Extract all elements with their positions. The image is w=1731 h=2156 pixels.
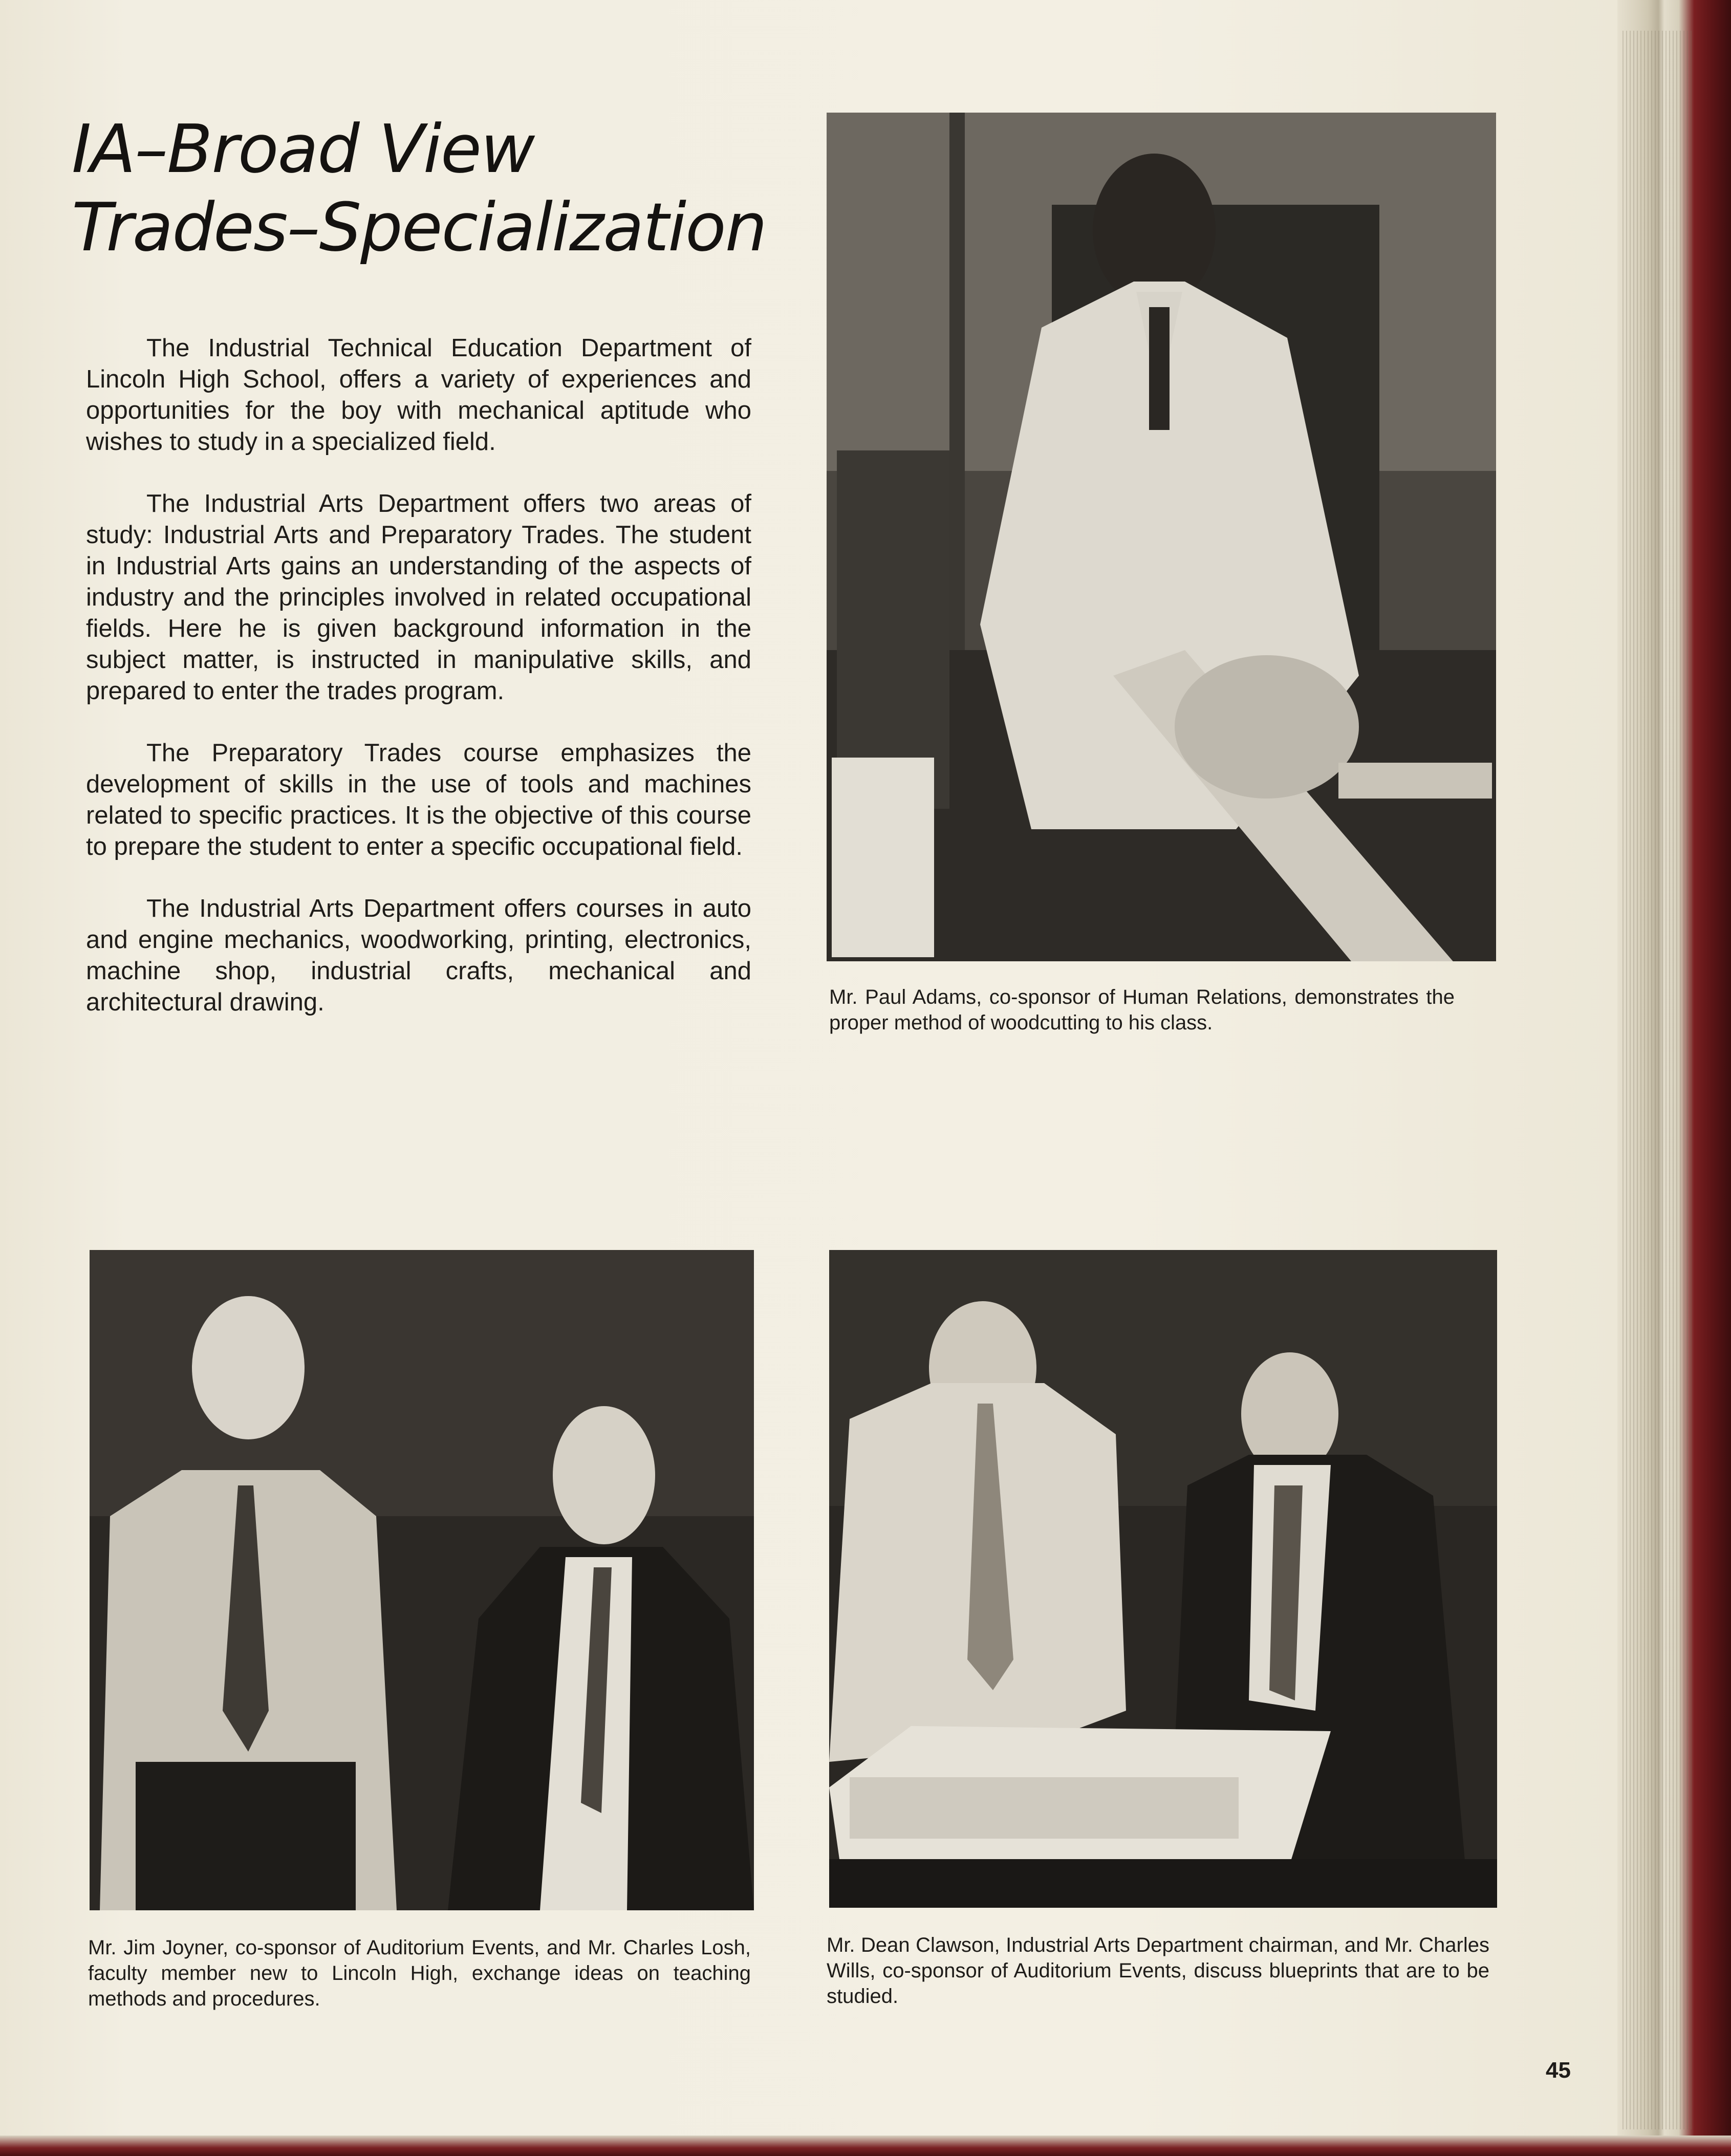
page-number: 45 bbox=[1546, 2058, 1571, 2083]
paragraph-3: The Preparatory Trades course emphasizes the development of skills in the use of tools and machines related to specific practices. It is the objective of this course to prepare the student to enter a specific occupational field. bbox=[86, 739, 751, 860]
photo-faculty-members bbox=[90, 1250, 754, 1910]
paragraph-2: The Industrial Arts Department offers two areas of study: Industrial Arts and Preparatory Trades. The student in Industrial Arts gains an understanding of the aspects of industry and the principles involved in related occupational fields. Here he is given background information in the subject matter, is instructed in manipulative skills, and prepared to enter the trades program. bbox=[86, 490, 751, 705]
paragraph-4: The Industrial Arts Department offers courses in auto and engine mechanics, woodworking, printing, electronics, machine shop, industrial crafts, mechanical and architectural drawing. bbox=[86, 895, 751, 1016]
article-body bbox=[86, 333, 751, 1049]
page-title bbox=[72, 110, 788, 267]
caption-woodcutting: Mr. Paul Adams, co-sponsor of Human Relations, demonstrates the proper method of woodcutting to his class. bbox=[829, 986, 1455, 1034]
caption-blueprints: Mr. Dean Clawson, Industrial Arts Department chairman, and Mr. Charles Wills, co-sponsor of Auditorium Events, discuss blueprints that are to be studied. bbox=[827, 1934, 1489, 2008]
title-line-1: IA–Broad View bbox=[72, 110, 534, 188]
caption-faculty-members: Mr. Jim Joyner, co-sponsor of Auditorium Events, and Mr. Charles Losh, faculty member new to Lincoln High, exchange ideas on teaching methods and procedures. bbox=[88, 1936, 751, 2010]
photo-woodcutting-demonstration bbox=[827, 113, 1496, 961]
bottom-binding-strip bbox=[0, 2136, 1731, 2156]
page-edges bbox=[1622, 31, 1694, 2129]
photo-blueprints-image bbox=[829, 1250, 1497, 1908]
photo-woodcutting-image bbox=[827, 113, 1496, 961]
paragraph-1: The Industrial Technical Education Department of Lincoln High School, offers a variety of experiences and opportunities for the boy with mechanical aptitude who wishes to study in a specialized field. bbox=[86, 334, 751, 456]
photo-faculty-image bbox=[90, 1250, 754, 1910]
photo-blueprints-discussion bbox=[829, 1250, 1497, 1908]
title-line-2: Trades–Specialization bbox=[72, 188, 767, 267]
